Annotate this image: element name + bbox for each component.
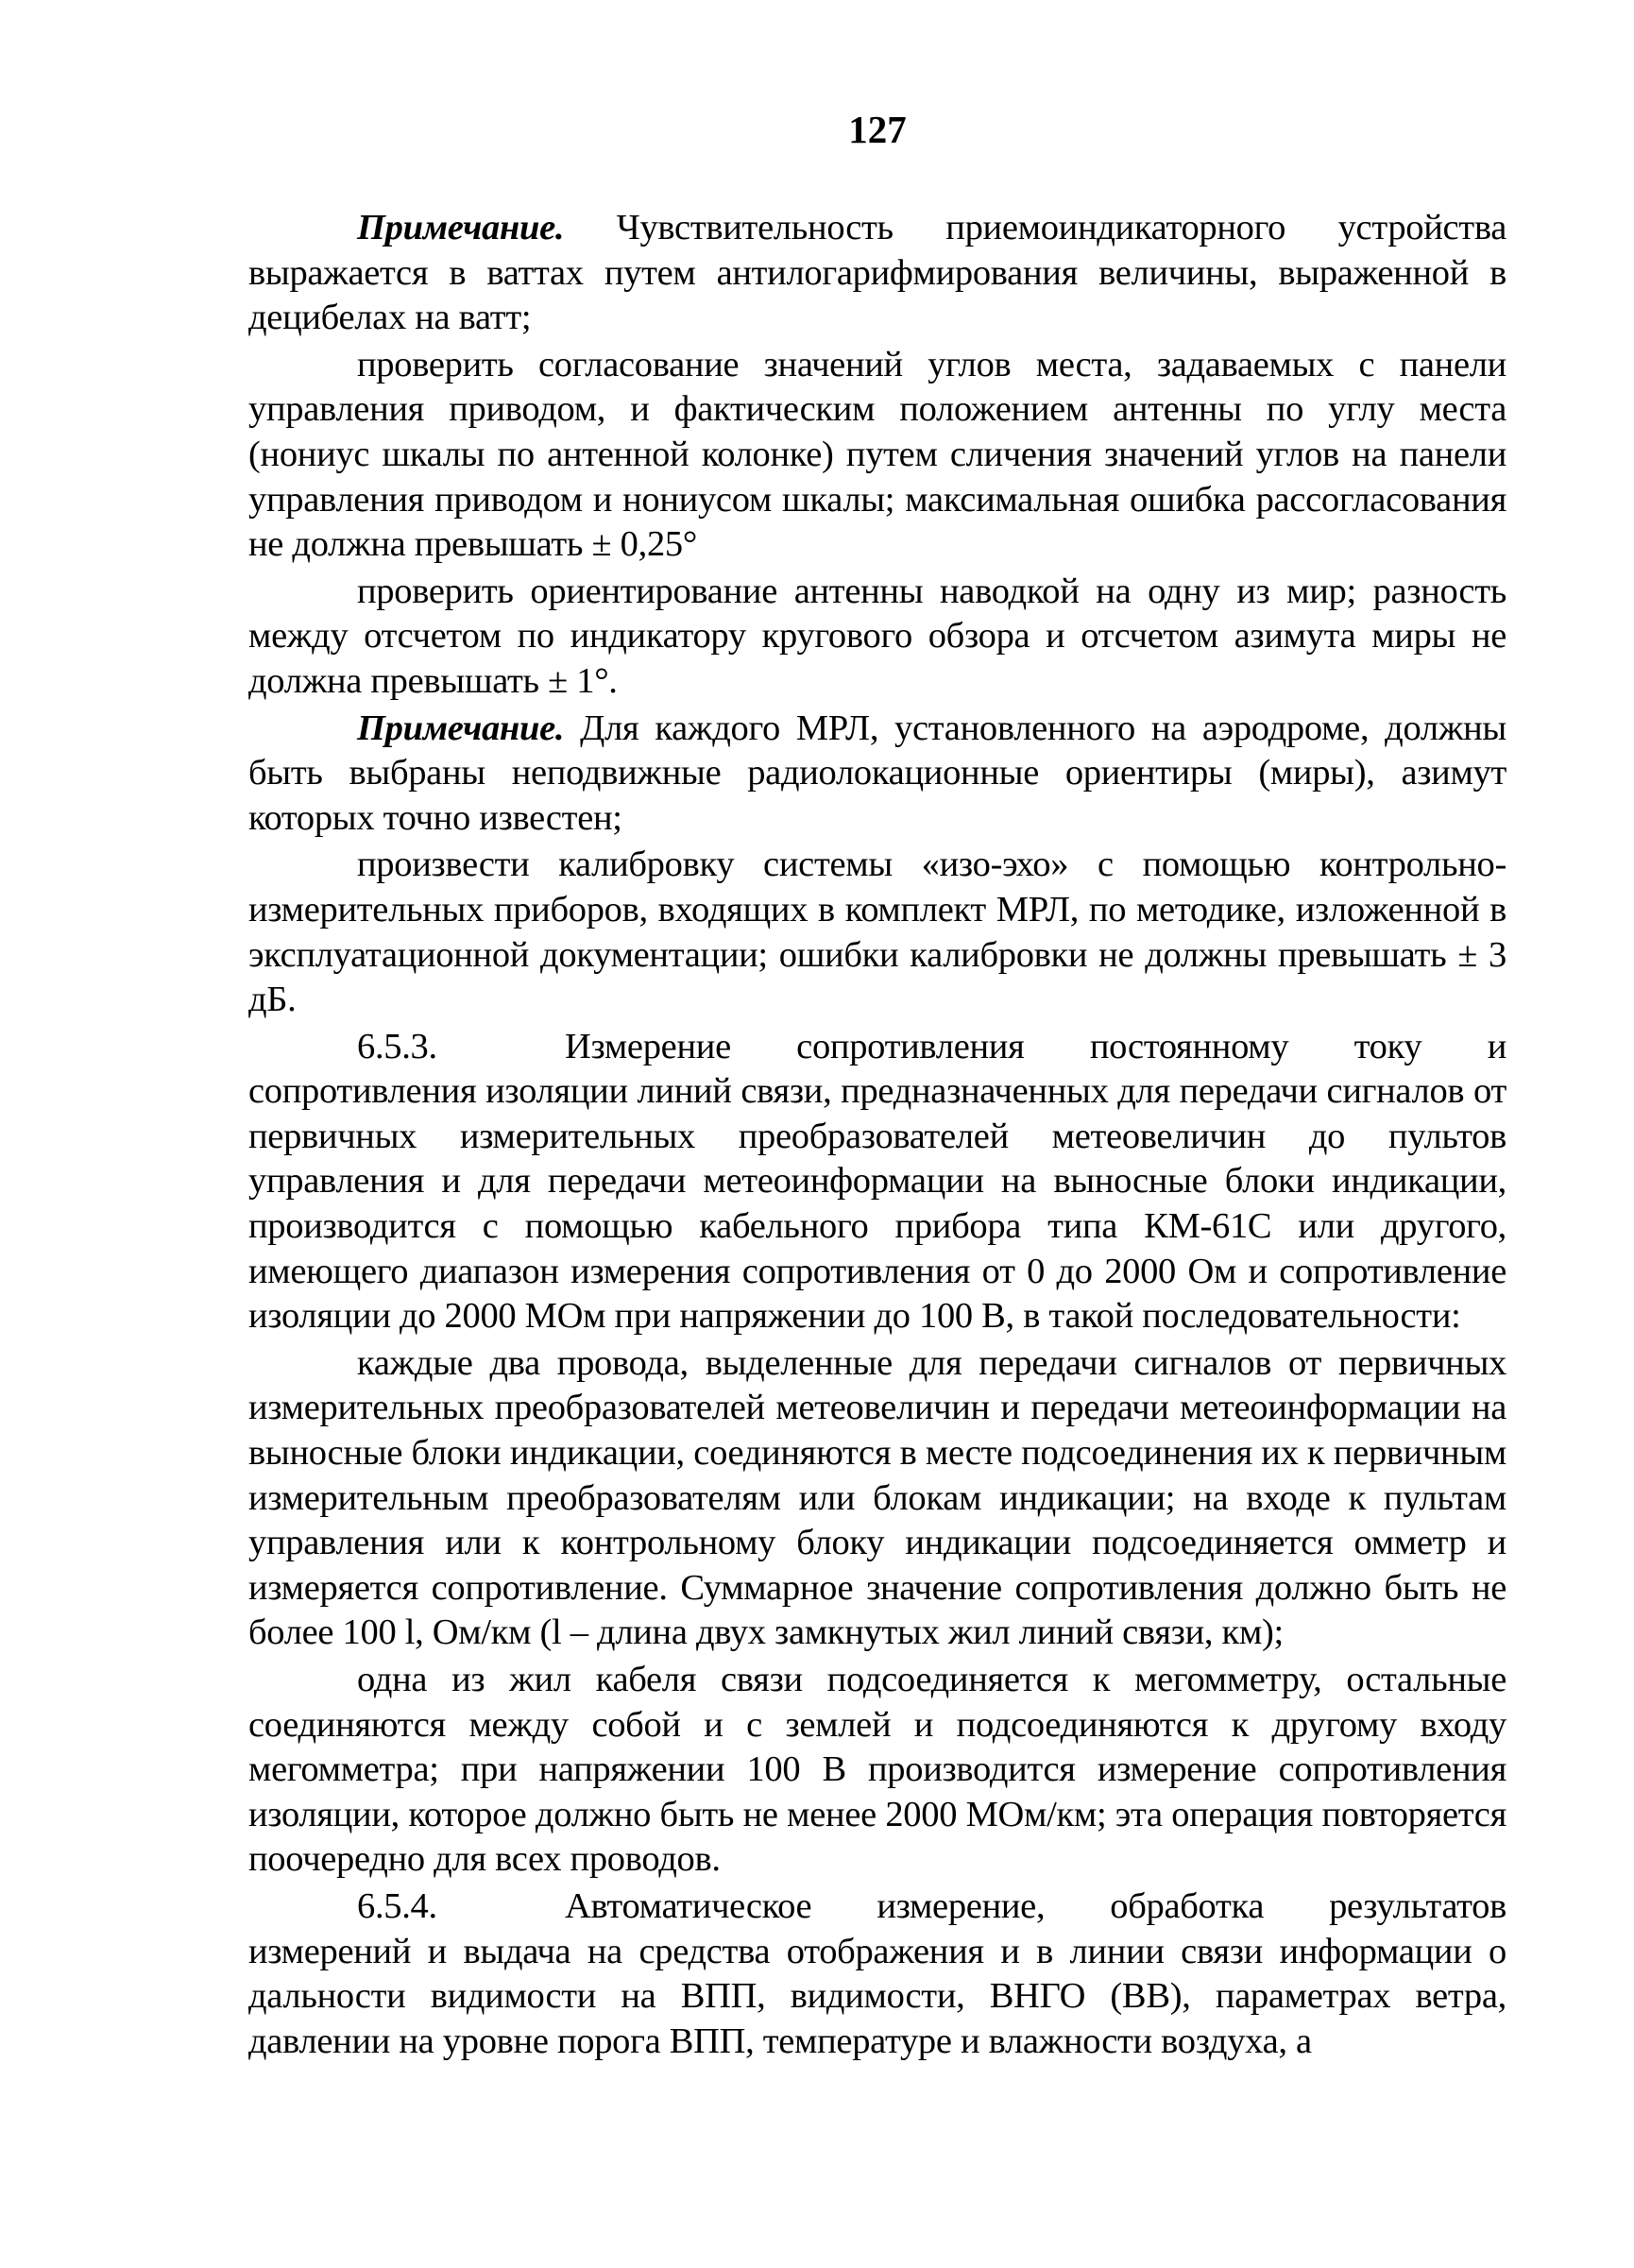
section-text: Автоматическое измерение, обработка результатов измерений и выдача на средства отображения и в линии связи информации о дальности видимости на ВПП, видимости, ВНГО (ВВ), параметрах ветра, давлении на уровне порога ВПП, температуре и влажности воздуха, а: [248, 1885, 1506, 2061]
section-number: 6.5.4.: [357, 1885, 437, 1926]
note-text: Чувствительность приемоиндикаторного устройства выражается в ваттах путем антилогарифмирования величины, выраженной в децибелах на ватт;: [248, 208, 1506, 338]
note-paragraph: [248, 206, 1506, 341]
megohmmeter-paragraph: одна из жил кабеля связи подсоединяется к мегомметру, остальные соединяются между собой и с землей и подсоединяются к другому входу мегомметра; при напряжении 100 В производится измерение сопротивления изоляции, которое должно быть не менее 2000 МОм/км; эта операция повторяется поочередно для всех проводов.: [248, 1660, 1506, 1880]
note-label: Примечание.: [357, 708, 565, 748]
elevation-check-paragraph: проверить согласование значений углов места, задаваемых с панели управления приводом, и фактическим положением антенны по углу места (нониус шкалы по антенной колонке) путем сличения значений углов на панели управления приводом и нониусом шкалы; максимальная ошибка рассогласования не должна превышать ± 0,25°: [248, 344, 1506, 565]
note-paragraph: [248, 707, 1506, 842]
note-label: Примечание.: [357, 208, 565, 247]
section-paragraph: [248, 1025, 1506, 1339]
note-text: Для каждого МРЛ, установленного на аэродроме, должны быть выбраны неподвижные радиолокационные ориентиры (миры), азимут которых точно известен;: [248, 708, 1506, 838]
section-number: 6.5.3.: [357, 1026, 437, 1066]
page-number: 127: [848, 108, 907, 151]
orientation-check-paragraph: проверить ориентирование антенны наводкой на одну из мир; разность между отсчетом по индикатору кругового обзора и отсчетом азимута миры не должна превышать ± 1°.: [248, 571, 1506, 701]
section-text: Измерение сопротивления постоянному току и сопротивления изоляции линий связи, предназначенных для передачи сигналов от первичных измерительных преобразователей метеовеличин до пультов управления и для передачи метеоинформации на выносные блоки индикации, производится с помощью кабельного прибора типа КМ-61С или другого, имеющего диапазон измерения сопротивления от 0 до 2000 Ом и сопротивление изоляции до 2000 МОм при напряжении до 100 В, в такой последовательности:: [248, 1026, 1506, 1337]
calibration-paragraph: произвести калибровку системы «изо-эхо» с помощью контрольно-измерительных приборов, входящих в комплект МРЛ, по методике, изложенной в эксплуатационной документации; ошибки калибровки не должны превышать ± 3 дБ.: [248, 844, 1506, 1020]
section-paragraph: [248, 1884, 1506, 2064]
wires-pair-paragraph: каждые два провода, выделенные для передачи сигналов от первичных измерительных преобразователей метеовеличин и передачи метеоинформации на выносные блоки индикации, соединяются в месте подсоединения их к первичным измерительным преобразователям или блокам индикации; на входе к пультам управления или к контрольному блоку индикации подсоединяется омметр и измеряется сопротивление. Суммарное значение сопротивления должно быть не более 100 l, Ом/км (l – длина двух замкнутых жил линий связи, км);: [248, 1342, 1506, 1653]
